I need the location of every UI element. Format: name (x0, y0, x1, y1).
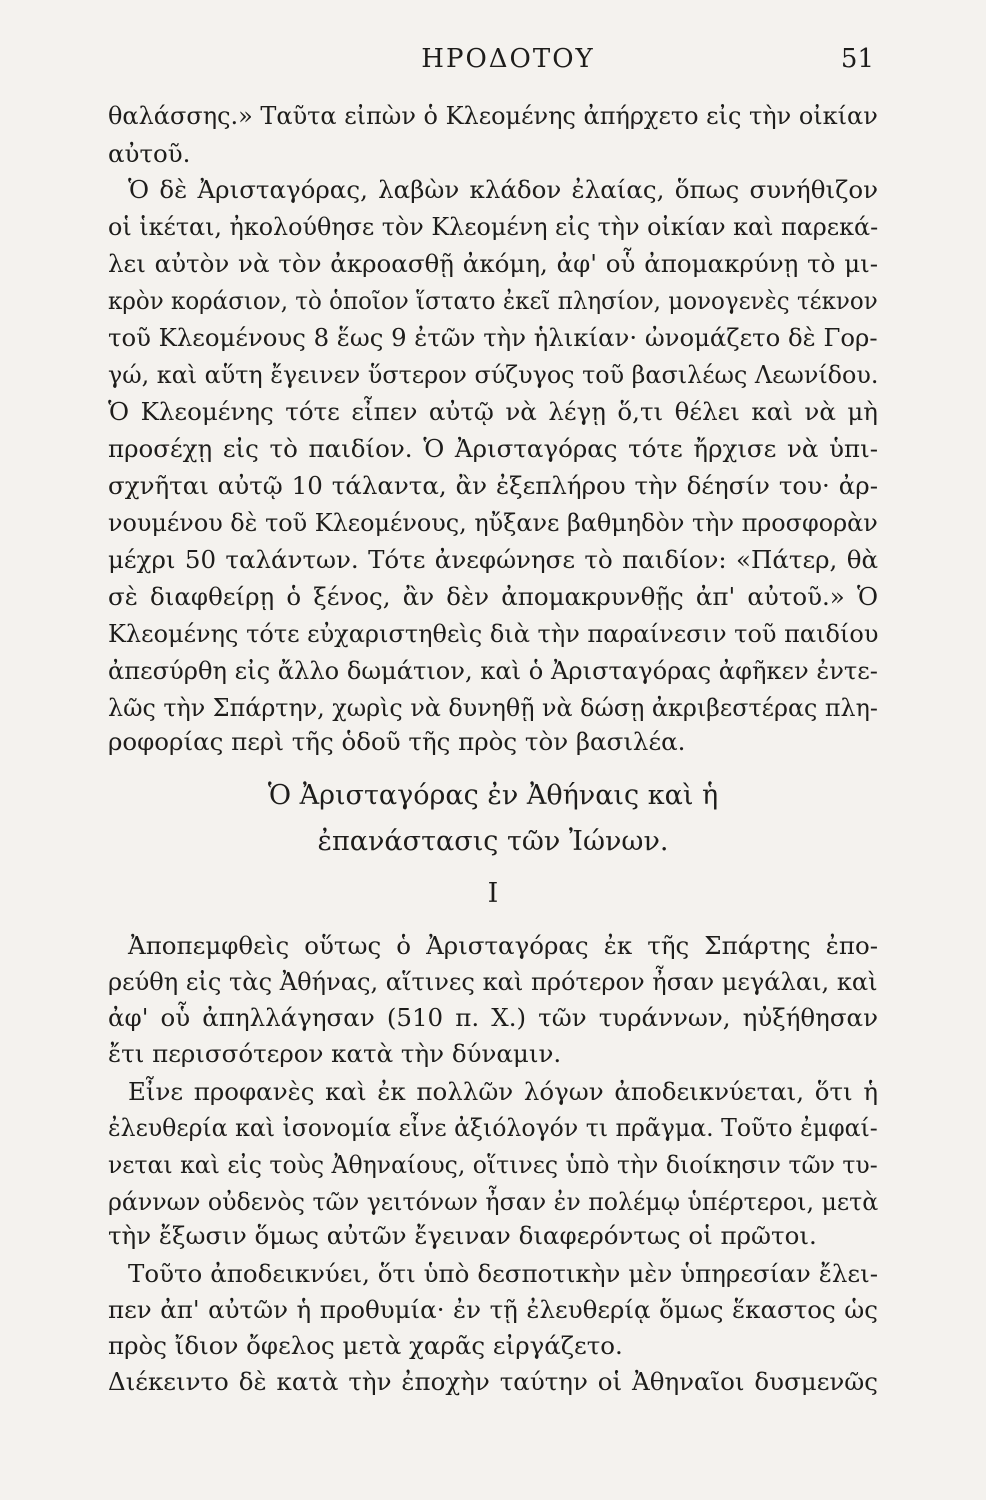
section-heading-line2: ἐπανάστασις τῶν Ἰώνων. (317, 826, 669, 857)
text-line: ἐλευθερία καὶ ἰσονομία εἶνε ἀξιόλογόν τι πρᾶγμα. Τοῦτο ἐμφαί- (108, 1113, 878, 1142)
text-line: Διέκειντο δὲ κατὰ τὴν ἐποχὴν ταύτην οἱ Ἀθηναῖοι δυσμενῶς (108, 1367, 878, 1396)
text-line: ἔτι περισσότερον κατὰ τὴν δύναμιν. (108, 1039, 562, 1068)
text-line: Ὁ δὲ Ἀρισταγόρας, λαβὼν κλάδον ἐλαίας, ὅπως συνήθιζον (128, 175, 878, 204)
page-number: 51 (840, 44, 874, 74)
text-line: πρὸς ἴδιον ὄφελος μετὰ χαρᾶς εἰργάζετο. (108, 1331, 623, 1360)
text-line: νεται καὶ εἰς τοὺς Ἀθηναίους, οἵτινες ὑπὸ τὴν διοίκησιν τῶν τυ- (108, 1150, 878, 1179)
running-title: ΗΡΟΔΟΤΟΥ (421, 44, 595, 74)
text-line: κρὸν κοράσιον, τὸ ὁποῖον ἵστατο ἐκεῖ πλησίον, μονογενὲς τέκνον (108, 286, 878, 315)
text-line: λει αὐτὸν νὰ τὸν ἀκροασθῇ ἀκόμη, ἀφ' οὗ ἀπομακρύνῃ τὸ μι- (108, 249, 878, 278)
section-numeral: Ι (487, 878, 499, 909)
text-line: Κλεομένης τότε εὐχαριστηθεὶς διὰ τὴν παραίνεσιν τοῦ παιδίου (108, 619, 879, 648)
text-line: πεν ἀπ' αὐτῶν ἡ προθυμία· ἐν τῇ ἐλευθερίᾳ ὅμως ἕκαστος ὡς (108, 1295, 878, 1324)
text-line: τὴν ἔξωσιν ὅμως αὐτῶν ἔγειναν διαφερόντως οἱ πρῶτοι. (108, 1221, 817, 1250)
text-line: σὲ διαφθείρῃ ὁ ξένος, ἂν δὲν ἀπομακρυνθῇς ἀπ' αὐτοῦ.» Ὁ (108, 582, 878, 611)
text-line: θαλάσσης.» Ταῦτα εἰπὼν ὁ Κλεομένης ἀπήρχετο εἰς τὴν οἰκίαν (108, 101, 878, 130)
text-line: Ὁ Κλεομένης τότε εἶπεν αὐτῷ νὰ λέγῃ ὅ,τι θέλει καὶ νὰ μὴ (108, 397, 878, 426)
text-line: Τοῦτο ἀποδεικνύει, ὅτι ὑπὸ δεσποτικὴν μὲν ὑπηρεσίαν ἔλει- (128, 1259, 878, 1288)
text-line: γώ, καὶ αὕτη ἔγεινεν ὕστερον σύζυγος τοῦ βασιλέως Λεωνίδου. (108, 360, 879, 389)
text-line: ἀπεσύρθη εἰς ἄλλο δωμάτιον, καὶ ὁ Ἀρισταγόρας ἀφῆκεν ἐντε- (108, 656, 878, 685)
text-line: Ἀποπεμφθεὶς οὕτως ὁ Ἀρισταγόρας ἐκ τῆς Σπάρτης ἐπο- (128, 931, 878, 960)
text-line: Εἶνε προφανὲς καὶ ἐκ πολλῶν λόγων ἀποδεικνύεται, ὅτι ἡ (128, 1077, 878, 1106)
text-line: ρεύθη εἰς τὰς Ἀθήνας, αἵτινες καὶ πρότερον ἦσαν μεγάλαι, καὶ (108, 967, 878, 996)
text-line: νουμένου δὲ τοῦ Κλεομένους, ηὔξανε βαθμηδὸν τὴν προσφορὰν (108, 508, 878, 537)
section-heading-line1: Ὁ Ἀρισταγόρας ἐν Ἀθήναις καὶ ἡ (267, 780, 719, 811)
text-line: μέχρι 50 ταλάντων. Τότε ἀνεφώνησε τὸ παιδίον: «Πάτερ, θὰ (108, 545, 878, 574)
text-line: αὐτοῦ. (108, 139, 191, 168)
text-line: προσέχῃ εἰς τὸ παιδίον. Ὁ Ἀρισταγόρας τότε ἤρχισε νὰ ὑπι- (108, 434, 878, 463)
text-line: οἱ ἱκέται, ἠκολούθησε τὸν Κλεομένη εἰς τὴν οἰκίαν καὶ παρεκά- (108, 212, 879, 241)
text-line: λῶς τὴν Σπάρτην, χωρὶς νὰ δυνηθῇ νὰ δώσῃ ἀκριβεστέρας πλη- (108, 693, 878, 722)
text-line: σχνῆται αὐτῷ 10 τάλαντα, ἂν ἐξεπλήρου τὴν δέησίν του· ἀρ- (108, 471, 878, 500)
text-line: ράννων οὐδενὸς τῶν γειτόνων ἦσαν ἐν πολέμῳ ὑπέρτεροι, μετὰ (108, 1187, 879, 1216)
page-header (108, 44, 878, 84)
text-line: ροφορίας περὶ τῆς ὁδοῦ τῆς πρὸς τὸν βασιλέα. (108, 727, 686, 756)
text-line: τοῦ Κλεομένους 8 ἕως 9 ἐτῶν τὴν ἡλικίαν· ὠνομάζετο δὲ Γορ- (108, 323, 878, 352)
text-line: ἀφ' οὗ ἀπηλλάγησαν (510 π. Χ.) τῶν τυράννων, ηὐξήθησαν (108, 1003, 878, 1032)
